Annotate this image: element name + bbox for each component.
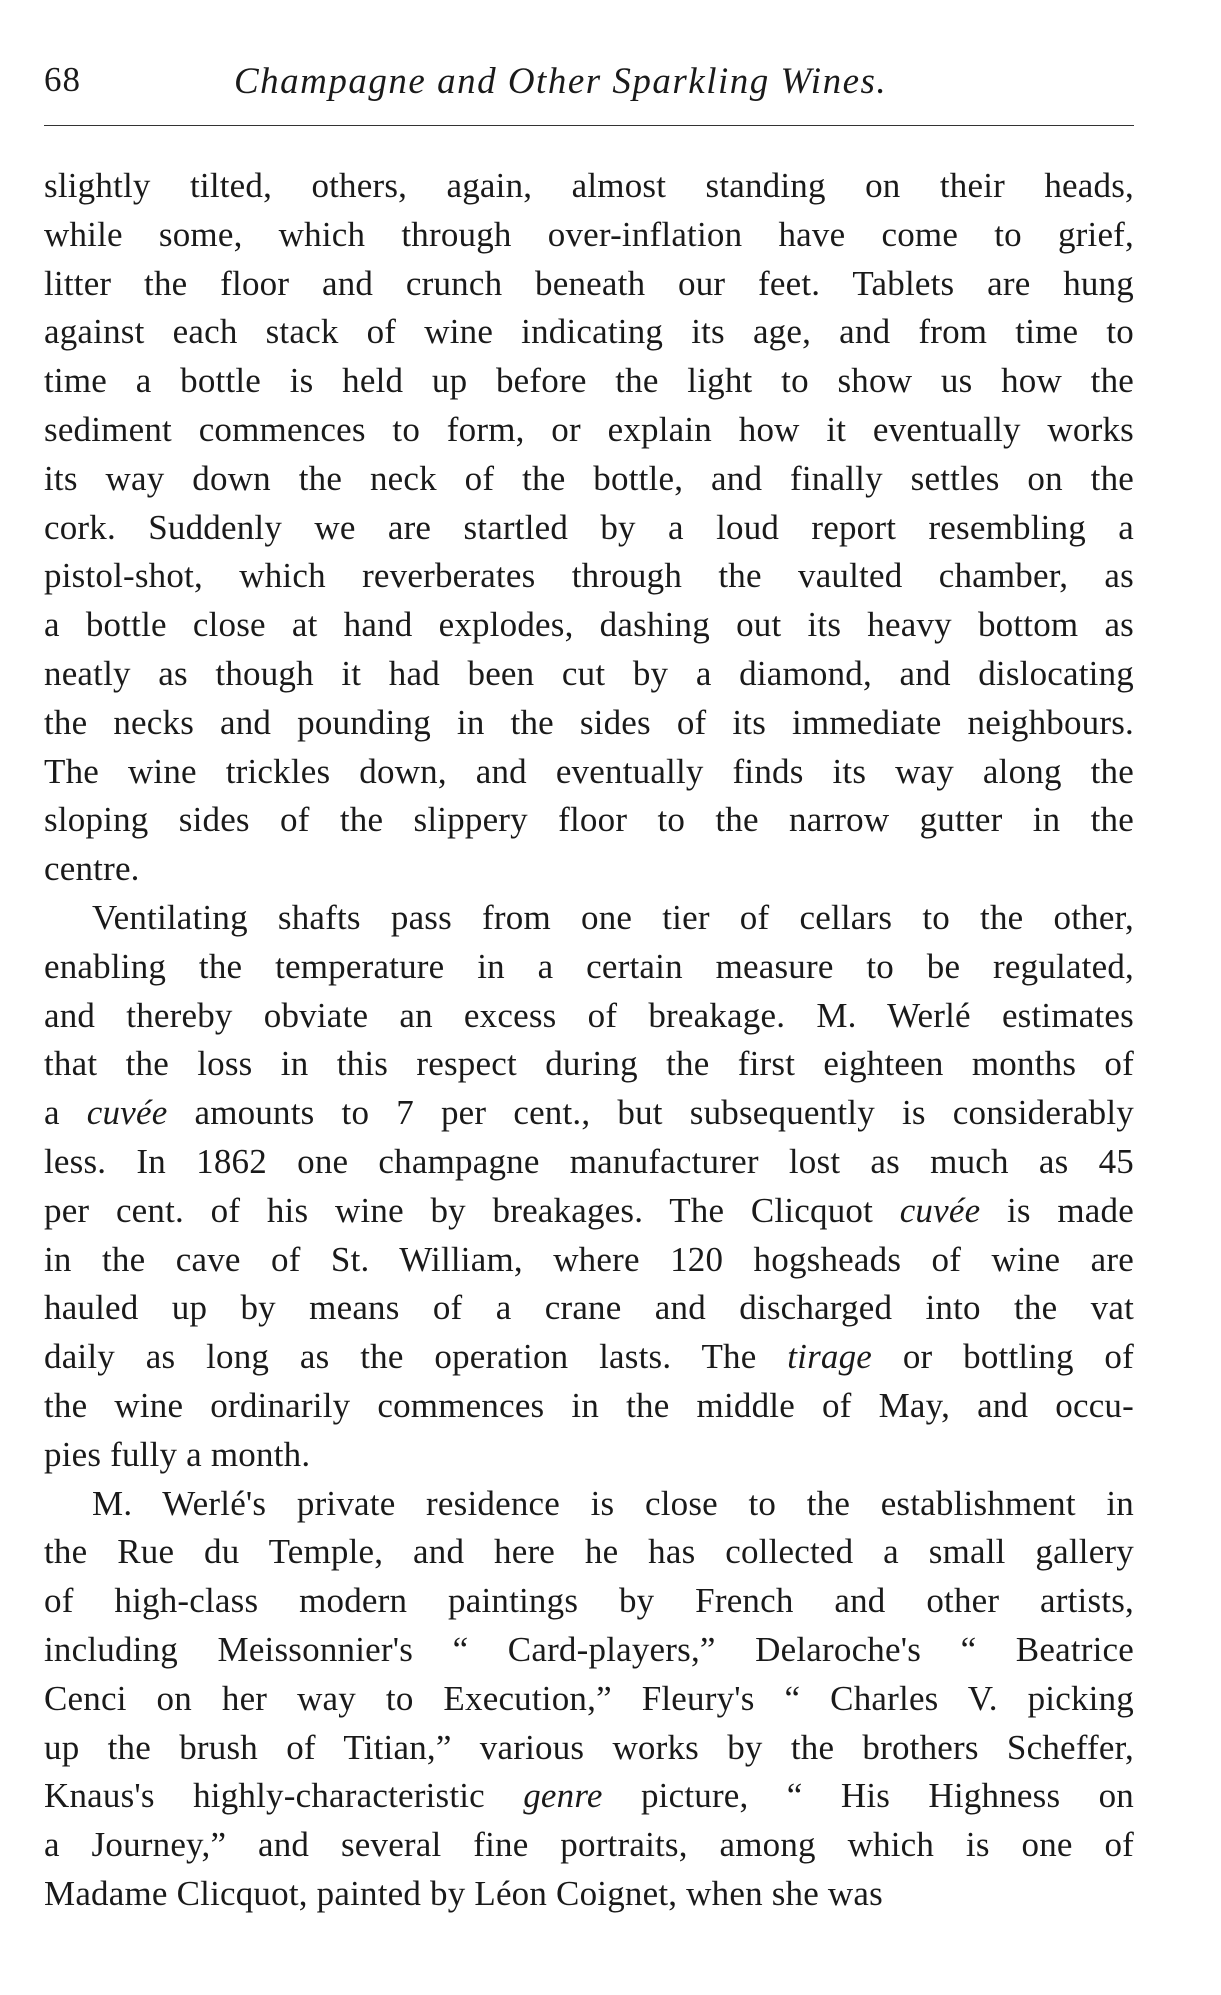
text-line [44,1236,1134,1285]
text-run: amounts to 7 per cent., but subsequently is considerably [167,1093,1134,1133]
text-line [44,1382,1134,1431]
italic-word: tirage [787,1337,873,1377]
text-line [44,1138,1134,1187]
paragraph [44,894,1134,1480]
text-run: of high-class modern paintings by French and other artists, [44,1581,1134,1621]
text-line [44,552,1134,601]
header-rule [44,125,1134,126]
text-line [44,845,1134,894]
text-line [44,699,1134,748]
text-run: its way down the neck of the bottle, and finally settles on the [44,458,1134,498]
text-line [44,1870,1134,1919]
text-run: slightly tilted, others, again, almost standing on their heads, [44,166,1134,205]
text-line [44,1577,1134,1626]
text-run: sediment commences to form, or explain how it eventually works [44,409,1134,449]
text-line [44,796,1134,845]
text-run: Knaus's highly-characteristic [44,1776,524,1816]
paragraph [44,1480,1134,1919]
text-line [44,1821,1134,1870]
text-line [44,1724,1134,1773]
text-run: time a bottle is held up before the light to show us how the [44,361,1134,401]
text-run: is made [980,1190,1134,1230]
text-line [44,894,1134,943]
text-line [44,1040,1134,1089]
text-run: a bottle close at hand explodes, dashing out its heavy bottom as [44,605,1134,645]
text-run: Cenci on her way to Execution,” Fleury's “ Charles V. picking [44,1678,1134,1718]
text-run: sloping sides of the slippery floor to the narrow gutter in the [44,800,1134,840]
text-run: daily as long as the operation lasts. The [44,1337,788,1377]
text-run: in the cave of St. William, where 120 hogsheads of wine are [44,1239,1134,1279]
text-line [44,1333,1134,1382]
text-run: against each stack of wine indicating its age, and from time to [44,312,1134,352]
text-line [44,1626,1134,1675]
italic-word: cuvée [86,1093,168,1133]
text-line [44,1187,1134,1236]
text-run: and thereby obviate an excess of breakage. M. Werlé estimates [44,995,1134,1035]
text-run: hauled up by means of a crane and discharged into the vat [44,1288,1134,1328]
text-run: cork. Suddenly we are startled by a loud report resembling a [44,507,1134,547]
text-run: the wine ordinarily commences in the middle of May, and occu- [44,1385,1134,1425]
text-run: pies fully a month. [44,1434,311,1474]
text-run: or bottling of [872,1337,1134,1377]
text-run: picture, “ His Highness on [602,1776,1134,1816]
text-line [44,308,1134,357]
text-run: M. Werlé's private residence is close to the establishment in [92,1483,1134,1523]
text-line [44,211,1134,260]
text-line [44,748,1134,797]
text-line [44,1675,1134,1724]
text-run: centre. [44,849,140,889]
text-line [44,1528,1134,1577]
text-line [44,1089,1134,1138]
text-line [44,943,1134,992]
text-run: up the brush of Titian,” various works by the brothers Scheffer, [44,1727,1134,1767]
page-number: 68 [44,60,81,99]
text-line [44,455,1134,504]
book-page [44,52,1134,1913]
text-run: enabling the temperature in a certain measure to be regulated, [44,946,1134,986]
running-title: Champagne and Other Sparkling Wines. [234,61,888,102]
text-line [44,406,1134,455]
text-line [44,504,1134,553]
text-run: the Rue du Temple, and here he has collected a small gallery [44,1532,1134,1572]
body-text [44,162,1134,1919]
text-run: a [44,1093,87,1133]
text-run: Madame Clicquot, painted by Léon Coignet, when she was [44,1873,883,1913]
text-line [44,1284,1134,1333]
text-line [44,260,1134,309]
text-line [44,162,1134,211]
text-line [44,1431,1134,1480]
text-run: while some, which through over-inflation have come to grief, [44,214,1134,254]
text-line [44,650,1134,699]
text-line [44,1772,1134,1821]
text-line [44,1480,1134,1529]
italic-word: genre [523,1776,603,1816]
paragraph [44,162,1134,894]
running-head [44,52,1134,112]
text-run: The wine trickles down, and eventually finds its way along the [44,751,1134,791]
text-run: including Meissonnier's “ Card-players,” Delaroche's “ Beatrice [44,1629,1134,1669]
italic-word: cuvée [899,1190,981,1230]
text-run: per cent. of his wine by breakages. The Clicquot [44,1190,900,1230]
text-run: Ventilating shafts pass from one tier of cellars to the other, [92,897,1134,937]
text-line [44,992,1134,1041]
text-run: that the loss in this respect during the first eighteen months of [44,1044,1134,1084]
text-run: a Journey,” and several fine portraits, among which is one of [44,1825,1134,1865]
text-line [44,357,1134,406]
text-run: neatly as though it had been cut by a diamond, and dislocating [44,653,1134,693]
text-run: litter the floor and crunch beneath our feet. Tablets are hung [44,263,1134,303]
text-run: less. In 1862 one champagne manufacturer lost as much as 45 [44,1141,1134,1181]
text-run: pistol-shot, which reverberates through the vaulted chamber, as [44,556,1134,596]
text-run: the necks and pounding in the sides of its immediate neighbours. [44,702,1134,742]
text-line [44,601,1134,650]
